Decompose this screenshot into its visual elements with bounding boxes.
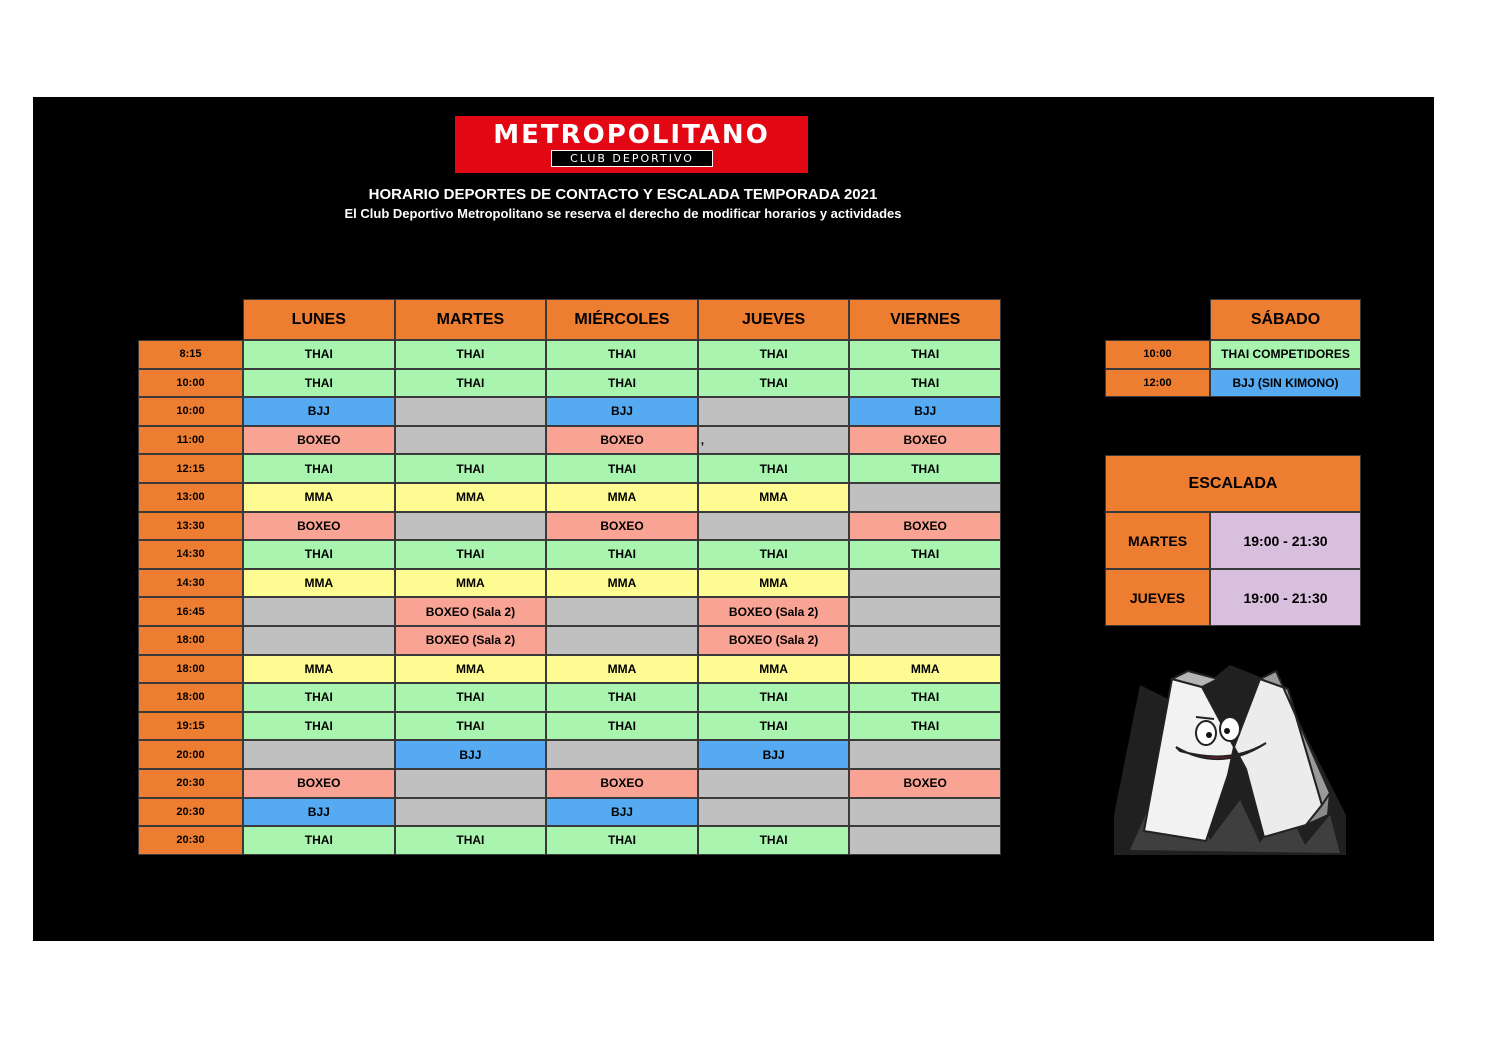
page-title: HORARIO DEPORTES DE CONTACTO Y ESCALADA TEMPORADA 2021 [368,186,878,203]
activity-cell: THAI [698,340,850,369]
activity-cell: BOXEO [849,512,1001,541]
climbing-hours-cell: 19:00 - 21:30 [1210,512,1361,569]
activity-cell: THAI [849,369,1001,398]
saturday-time-cell: 10:00 [1105,340,1210,369]
club-logo [455,116,808,173]
empty-slot [395,769,547,798]
time-cell: 13:30 [138,512,243,541]
activity-cell: MMA [395,569,547,598]
climbing-day-cell: JUEVES [1105,569,1210,626]
empty-slot [243,597,395,626]
activity-cell: THAI [849,340,1001,369]
time-cell: 12:15 [138,454,243,483]
activity-cell: THAI [546,454,698,483]
activity-cell: , [698,426,850,455]
activity-cell: THAI [698,826,850,855]
activity-cell: THAI [546,712,698,741]
time-cell: 8:15 [138,340,243,369]
empty-slot [849,483,1001,512]
activity-cell: BOXEO [546,512,698,541]
activity-cell: THAI [243,369,395,398]
activity-cell: THAI [849,712,1001,741]
activity-cell: MMA [395,483,547,512]
activity-cell: THAI [698,540,850,569]
empty-slot [849,826,1001,855]
empty-slot [849,626,1001,655]
activity-cell: THAI [243,712,395,741]
activity-cell: MMA [243,569,395,598]
time-cell: 10:00 [138,397,243,426]
empty-slot [395,798,547,827]
activity-cell: BJJ [546,798,698,827]
activity-cell: THAI [546,340,698,369]
activity-cell: BJJ [698,740,850,769]
activity-cell: THAI [849,540,1001,569]
activity-cell: MMA [546,483,698,512]
activity-cell: THAI [546,540,698,569]
activity-cell: MMA [698,655,850,684]
empty-slot [546,740,698,769]
saturday-time-cell: 12:00 [1105,369,1210,398]
activity-cell: THAI [546,683,698,712]
activity-cell: BOXEO [243,512,395,541]
saturday-activity-cell: BJJ (SIN KIMONO) [1210,369,1361,398]
activity-cell: THAI [243,454,395,483]
activity-cell: BOXEO [546,769,698,798]
time-cell: 11:00 [138,426,243,455]
day-header: JUEVES [698,299,850,340]
empty-slot [546,626,698,655]
empty-slot [698,397,850,426]
empty-slot [698,798,850,827]
activity-cell: THAI [395,369,547,398]
activity-cell: BOXEO (Sala 2) [395,626,547,655]
time-cell: 14:30 [138,540,243,569]
time-cell: 18:00 [138,626,243,655]
time-cell: 20:30 [138,769,243,798]
activity-cell: MMA [698,569,850,598]
time-cell: 18:00 [138,655,243,684]
time-cell: 20:30 [138,798,243,827]
activity-cell: THAI [698,369,850,398]
time-cell: 13:00 [138,483,243,512]
activity-cell: THAI [243,540,395,569]
empty-slot [849,740,1001,769]
climbing-day-cell: MARTES [1105,512,1210,569]
activity-cell: MMA [849,655,1001,684]
activity-cell: MMA [395,655,547,684]
activity-cell: THAI [395,540,547,569]
time-cell: 20:30 [138,826,243,855]
time-cell: 14:30 [138,569,243,598]
activity-cell: THAI [698,712,850,741]
activity-cell: BOXEO [243,426,395,455]
saturday-activity-cell: THAI COMPETIDORES [1210,340,1361,369]
climbing-hours-cell: 19:00 - 21:30 [1210,569,1361,626]
activity-cell: BJJ [243,798,395,827]
activity-cell: THAI [849,683,1001,712]
activity-cell: BOXEO [243,769,395,798]
activity-cell: THAI [546,826,698,855]
empty-slot [849,597,1001,626]
activity-cell: THAI [395,712,547,741]
day-header: VIERNES [849,299,1001,340]
empty-slot [395,512,547,541]
activity-cell: THAI [395,454,547,483]
activity-cell: THAI [395,683,547,712]
activity-cell: BOXEO [849,769,1001,798]
activity-cell: BJJ [546,397,698,426]
activity-cell: MMA [546,655,698,684]
activity-cell: BOXEO (Sala 2) [698,626,850,655]
activity-cell: THAI [243,826,395,855]
activity-cell: MMA [698,483,850,512]
activity-cell: BOXEO [849,426,1001,455]
activity-cell: THAI [395,340,547,369]
activity-cell: BOXEO (Sala 2) [698,597,850,626]
time-cell: 18:00 [138,683,243,712]
day-header: MARTES [395,299,547,340]
activity-cell: THAI [698,454,850,483]
empty-slot [698,512,850,541]
activity-cell: MMA [243,483,395,512]
activity-cell: THAI [243,683,395,712]
activity-cell: MMA [243,655,395,684]
activity-cell: BOXEO [546,426,698,455]
time-cell: 16:45 [138,597,243,626]
empty-slot [698,769,850,798]
empty-slot [243,740,395,769]
activity-cell: BJJ [243,397,395,426]
letter-m-mascot-icon [1110,665,1350,857]
empty-slot [546,597,698,626]
activity-cell: THAI [698,683,850,712]
activity-cell: THAI [546,369,698,398]
activity-cell: BJJ [395,740,547,769]
saturday-header: SÁBADO [1210,299,1361,340]
logo-subtitle: CLUB DEPORTIVO [551,150,713,167]
time-cell: 10:00 [138,369,243,398]
empty-slot [395,397,547,426]
activity-cell: THAI [395,826,547,855]
activity-cell: THAI [243,340,395,369]
empty-slot [243,626,395,655]
time-cell: 20:00 [138,740,243,769]
activity-cell: THAI [849,454,1001,483]
time-cell: 19:15 [138,712,243,741]
empty-slot [849,569,1001,598]
day-header: LUNES [243,299,395,340]
page-subtitle: El Club Deportivo Metropolitano se reserva el derecho de modificar horarios y actividades [344,206,902,221]
activity-cell: BOXEO (Sala 2) [395,597,547,626]
activity-cell: BJJ [849,397,1001,426]
activity-cell: MMA [546,569,698,598]
empty-slot [395,426,547,455]
empty-slot [849,798,1001,827]
climbing-header: ESCALADA [1105,455,1361,512]
day-header: MIÉRCOLES [546,299,698,340]
logo-name: METROPOLITANO [493,120,770,150]
